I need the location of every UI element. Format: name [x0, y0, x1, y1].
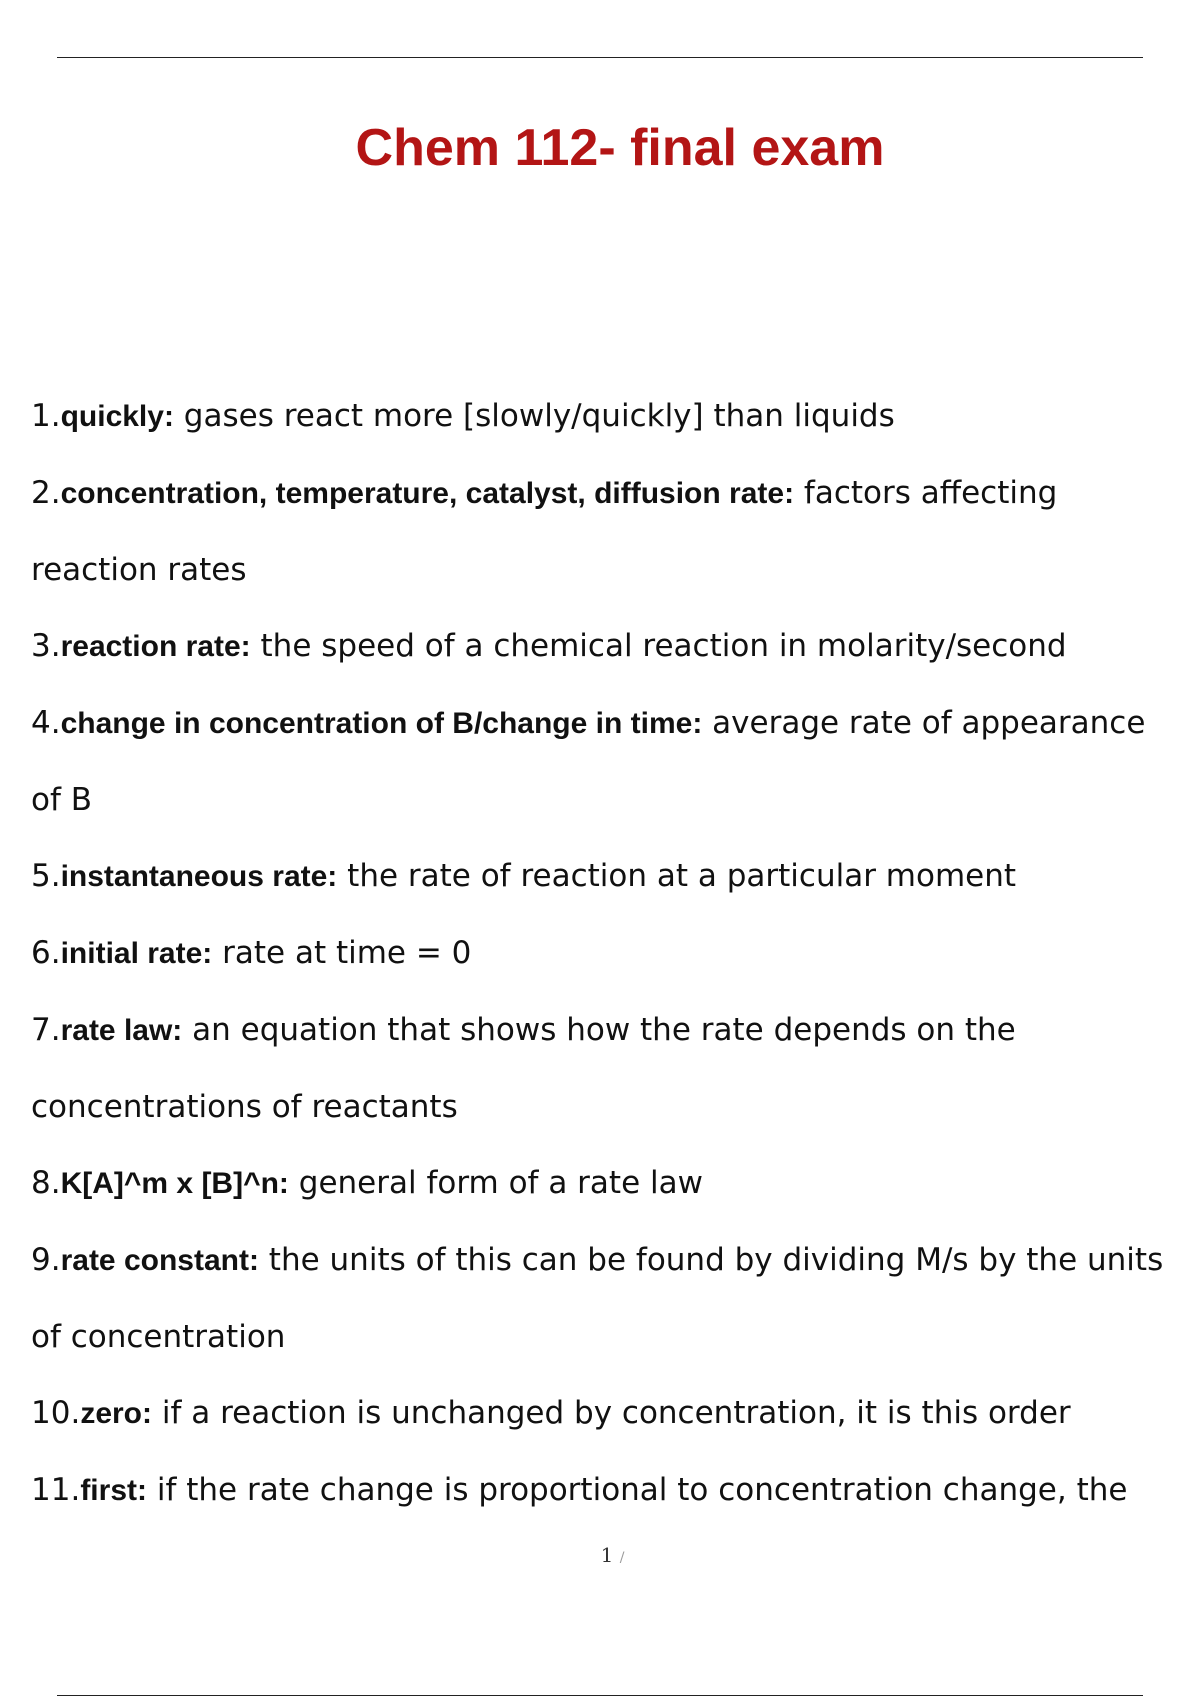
item-definition: if the rate change is proportional to concentration change, the: [146, 1472, 1128, 1508]
item-number: 2.: [31, 475, 61, 511]
list-item: [31, 1222, 1181, 1375]
item-definition: average rate of appearance of B: [31, 705, 1146, 818]
list-item: [31, 685, 1181, 838]
item-number: 9.: [31, 1242, 61, 1278]
item-definition: the units of this can be found by dividing M/s by the units of concentration: [31, 1242, 1164, 1355]
item-definition: gases react more [slowly/quickly] than liquids: [173, 398, 895, 434]
item-number: 7.: [31, 1012, 61, 1048]
document-title: Chem 112- final exam: [355, 119, 885, 177]
item-term: first:: [80, 1474, 147, 1507]
item-definition: factors affecting reaction rates: [31, 475, 1058, 588]
item-term: rate law:: [60, 1014, 183, 1047]
item-term: initial rate:: [60, 937, 213, 970]
item-number: 3.: [31, 628, 61, 664]
list-item: [31, 608, 1181, 685]
list-item: [31, 378, 1181, 455]
page-number: [0, 1543, 1200, 1567]
header-rule: [57, 57, 1143, 58]
item-definition: if a reaction is unchanged by concentration, it is this order: [152, 1395, 1071, 1431]
list-item: [31, 1452, 1181, 1529]
list-item: [31, 1375, 1181, 1452]
item-number: 10.: [31, 1395, 81, 1431]
item-number: 11.: [31, 1472, 81, 1508]
item-term: concentration, temperature, catalyst, diffusion rate:: [60, 477, 795, 510]
item-definition: the speed of a chemical reaction in molarity/second: [250, 628, 1067, 664]
item-term: quickly:: [60, 400, 174, 433]
list-item: [31, 838, 1181, 915]
item-number: 5.: [31, 858, 61, 894]
item-term: K[A]^m x [B]^n:: [60, 1167, 289, 1200]
item-term: rate constant:: [60, 1244, 259, 1277]
item-definition: rate at time = 0: [212, 935, 472, 971]
item-number: 8.: [31, 1165, 61, 1201]
footer-rule: [57, 1695, 1143, 1696]
flashcard-list: [31, 378, 1181, 1529]
item-number: 4.: [31, 705, 61, 741]
list-item: [31, 455, 1181, 608]
item-term: change in concentration of B/change in time:: [60, 707, 703, 740]
item-number: 6.: [31, 935, 61, 971]
list-item: [31, 1145, 1181, 1222]
page-number-value: 1: [600, 1543, 614, 1567]
item-number: 1.: [31, 398, 61, 434]
item-term: reaction rate:: [60, 630, 251, 663]
list-item: [31, 915, 1181, 992]
item-definition: the rate of reaction at a particular moment: [337, 858, 1017, 894]
item-definition: general form of a rate law: [288, 1165, 703, 1201]
page-number-suffix: /: [619, 1550, 625, 1566]
list-item: [31, 992, 1181, 1145]
item-definition: an equation that shows how the rate depends on the concentrations of reactants: [31, 1012, 1016, 1125]
item-term: zero:: [80, 1397, 152, 1430]
item-term: instantaneous rate:: [60, 860, 338, 893]
